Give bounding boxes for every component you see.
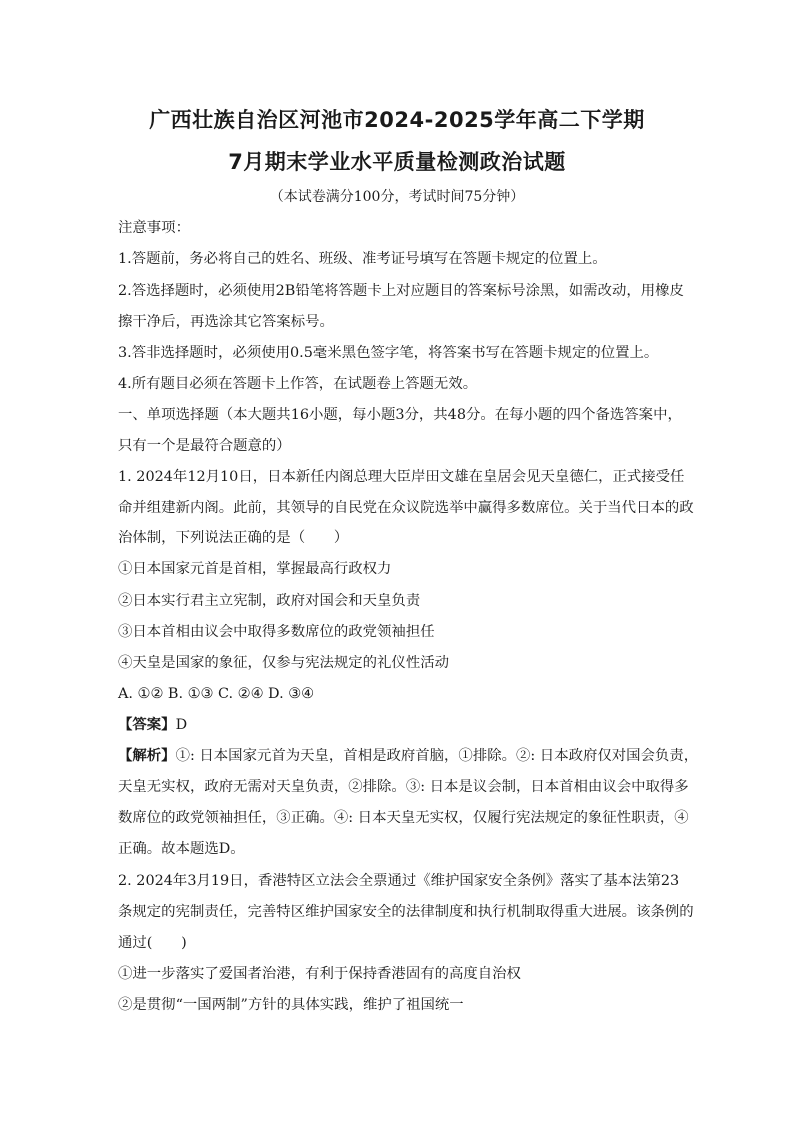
question-stem: 条规定的宪制责任，完善特区维护国家安全的法律制度和执行机制取得重大进展。该条例的 [118, 904, 694, 920]
section-heading: 一、单项选择题（本大题共16小题，每小题3分，共48分。在每小题的四个备选答案中， [118, 407, 682, 423]
note-item: 4.所有题目必须在答题卡上作答，在试题卷上答题无效。 [118, 376, 478, 392]
analysis-text: 天皇无实权，政府无需对天皇负责，②排除。③: 日本是议会制，日本首相由议会中取得多 [118, 779, 689, 795]
page-title-line-1: 广西壮族自治区河池市2024-2025学年高二下学期 [149, 108, 645, 132]
section-heading-cont: 只有一个是最符合题意的） [118, 438, 291, 454]
question-option: ①日本国家元首是首相，掌握最高行政权力 [118, 561, 392, 577]
analysis-label: 【解析】 [118, 747, 176, 764]
answer-label: 【答案】 [118, 716, 176, 733]
question-option: ②是贯彻“一国两制”方针的具体实践，维护了祖国统一 [118, 997, 464, 1013]
question-stem: 2. 2024年3月19日，香港特区立法会全票通过《维护国家安全条例》落实了基本法第23 [118, 873, 680, 889]
note-item: 擦干净后，再选涂其它答案标号。 [118, 314, 334, 330]
question-option: ③日本首相由议会中取得多数席位的政党领袖担任 [118, 624, 435, 640]
question-option: ①进一步落实了爱国者治港，有利于保持香港固有的高度自治权 [118, 966, 521, 982]
notes-heading: 注意事项： [118, 220, 190, 236]
analysis-text: ①: 日本国家元首为天皇，首相是政府首脑，①排除。②: 日本政府仅对国会负责， [175, 748, 699, 764]
answer-choices: A. ①② B. ①③ C. ②④ D. ③④ [118, 686, 315, 702]
analysis-line [118, 746, 699, 766]
note-item: 2.答选择题时，必须使用2B铅笔将答题卡上对应题目的答案标号涂黑，如需改动，用橡皮 [118, 283, 684, 299]
question-stem: 治体制，下列说法正确的是（ ） [118, 530, 349, 546]
note-item: 3.答非选择题时，必须使用0.5毫米黑色签字笔，将答案书写在答题卡规定的位置上。 [118, 345, 659, 361]
question-stem: 1. 2024年12月10日，日本新任内阁总理大臣岸田文雄在皇居会见天皇德仁，正式接受任 [118, 469, 685, 485]
analysis-text: 正确。故本题选D。 [118, 841, 245, 857]
answer-value: D [175, 717, 188, 733]
exam-info: （本试卷满分100分，考试时间75分钟） [269, 189, 525, 205]
question-option: ②日本实行君主立宪制，政府对国会和天皇负责 [118, 593, 421, 609]
answer-line [118, 715, 683, 735]
question-stem: 通过( ) [118, 935, 187, 951]
question-stem: 命并组建新内阁。此前，其领导的自民党在众议院选举中赢得多数席位。关于当代日本的政 [118, 500, 694, 516]
question-option: ④天皇是国家的象征，仅参与宪法规定的礼仪性活动 [118, 655, 449, 671]
note-item: 1.答题前，务必将自己的姓名、班级、准考证号填写在答题卡规定的位置上。 [118, 251, 607, 267]
page-title-line-2: 7月期末学业水平质量检测政治试题 [228, 150, 566, 174]
analysis-text: 数席位的政党领袖担任，③正确。④: 日本天皇无实权，仅履行宪法规定的象征性职责，④ [118, 810, 689, 826]
